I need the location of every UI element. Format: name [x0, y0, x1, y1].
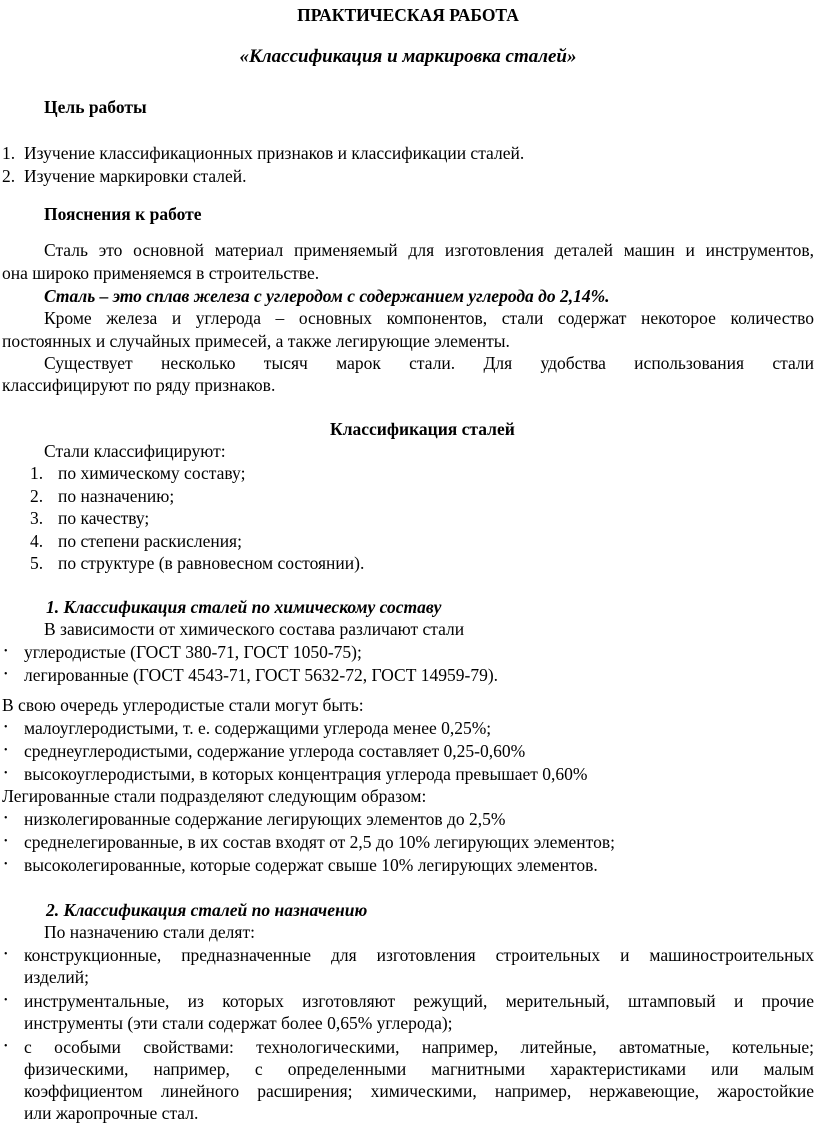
classification-intro: Стали классифицируют:: [44, 441, 226, 461]
bullet-icon: •: [4, 995, 8, 1006]
goal-item-text: Изучение классификационных признаков и классификации сталей.: [24, 143, 525, 163]
classification-item-num: 1.: [30, 463, 44, 483]
bullet-icon: •: [4, 745, 8, 756]
page-title: ПРАКТИЧЕСКАЯ РАБОТА: [297, 5, 519, 25]
explain-p3-line2: классифицируют по ряду признаков.: [2, 375, 276, 395]
classification-item-text: по химическому составу;: [58, 463, 246, 483]
purpose-heading: 2. Классификация сталей по назначению: [46, 900, 368, 920]
explain-p1-line1: Сталь это основной материал применяемый для изготовления деталей машин и инструментов,: [44, 240, 814, 260]
explain-p2-line1: Кроме железа и углерода – основных компонентов, стали содержат некоторое количество: [44, 308, 814, 328]
explain-heading: Пояснения к работе: [44, 204, 202, 224]
chem-heading: 1. Классификация сталей по химическому составу: [46, 597, 442, 617]
classification-item-text: по качеству;: [58, 508, 150, 528]
purpose-intro: По назначению стали делят:: [44, 922, 255, 942]
classification-item-text: по структуре (в равновесном состоянии).: [58, 553, 365, 573]
explain-p3-line1: Существует несколько тысяч марок стали. Для удобства использования стали: [44, 353, 814, 373]
explain-p1-line2: она широко применяемся в строительстве.: [2, 263, 320, 283]
bullet-icon: •: [4, 722, 8, 733]
bullet-icon: •: [4, 768, 8, 779]
goal-heading: Цель работы: [44, 97, 147, 117]
classification-item-num: 2.: [30, 486, 44, 506]
bullet-icon: •: [4, 646, 8, 657]
steel-definition: Сталь – это сплав железа с углеродом с содержанием углерода до 2,14%.: [44, 286, 610, 306]
goal-item-num: 1.: [2, 143, 16, 163]
purpose-b3-line3: коэффициентом линейного расширения; химическими, например, нержавеющие, жаростойкие: [24, 1081, 814, 1101]
carbon-intro: В свою очередь углеродистые стали могут быть:: [2, 695, 364, 715]
bullet-icon: •: [4, 949, 8, 960]
goal-item-num: 2.: [2, 166, 16, 186]
classification-item-num: 5.: [30, 553, 44, 573]
classification-item-num: 4.: [30, 531, 44, 551]
bullet-icon: •: [4, 813, 8, 824]
purpose-b3-line2: физическими, например, с определенными магнитными характеристиками или малым: [24, 1059, 814, 1079]
list-item-text: низколегированные содержание легирующих элементов до 2,5%: [24, 809, 506, 829]
page-subtitle: «Классификация и маркировка сталей»: [239, 46, 577, 67]
bullet-icon: •: [4, 836, 8, 847]
bullet-icon: •: [4, 1041, 8, 1052]
explain-p2-line2: постоянных и случайных примесей, а также легирующие элементы.: [2, 331, 510, 351]
purpose-b3-line4: или жаропрочные стал.: [24, 1103, 199, 1123]
list-item-text: среднеуглеродистыми, содержание углерода составляет 0,25-0,60%: [24, 741, 526, 761]
alloy-intro: Легированные стали подразделяют следующим образом:: [2, 786, 427, 806]
list-item-text: малоуглеродистыми, т. е. содержащими углерода менее 0,25%;: [24, 718, 492, 738]
list-item-text: высоколегированные, которые содержат свыше 10% легирующих элементов.: [24, 855, 598, 875]
chem-intro: В зависимости от химического состава различают стали: [44, 619, 465, 639]
purpose-b2-line1: инструментальные, из которых изготовляют режущий, мерительный, штамповый и прочие: [24, 991, 814, 1011]
list-item-text: среднелегированные, в их состав входят от 2,5 до 10% легирующих элементов;: [24, 832, 615, 852]
classification-item-text: по назначению;: [58, 486, 175, 506]
purpose-b1-line1: конструкционные, предназначенные для изготовления строительных и машиностроительных: [24, 945, 814, 965]
classification-item-text: по степени раскисления;: [58, 531, 242, 551]
purpose-b2-line2: инструменты (эти стали содержат более 0,65% углерода);: [24, 1013, 453, 1033]
purpose-b3-line1: с особыми свойствами: технологическими, например, литейные, автоматные, котельные;: [24, 1037, 814, 1057]
list-item-text: высокоуглеродистыми, в которых концентрация углерода превышает 0,60%: [24, 764, 588, 784]
classification-heading: Классификация сталей: [330, 419, 515, 439]
purpose-b1-line2: изделий;: [24, 967, 89, 987]
goal-item-text: Изучение маркировки сталей.: [24, 166, 247, 186]
list-item-text: углеродистые (ГОСТ 380-71, ГОСТ 1050-75);: [24, 642, 362, 662]
list-item-text: легированные (ГОСТ 4543-71, ГОСТ 5632-72, ГОСТ 14959-79).: [24, 665, 499, 685]
classification-item-num: 3.: [30, 508, 44, 528]
bullet-icon: •: [4, 669, 8, 680]
bullet-icon: •: [4, 859, 8, 870]
